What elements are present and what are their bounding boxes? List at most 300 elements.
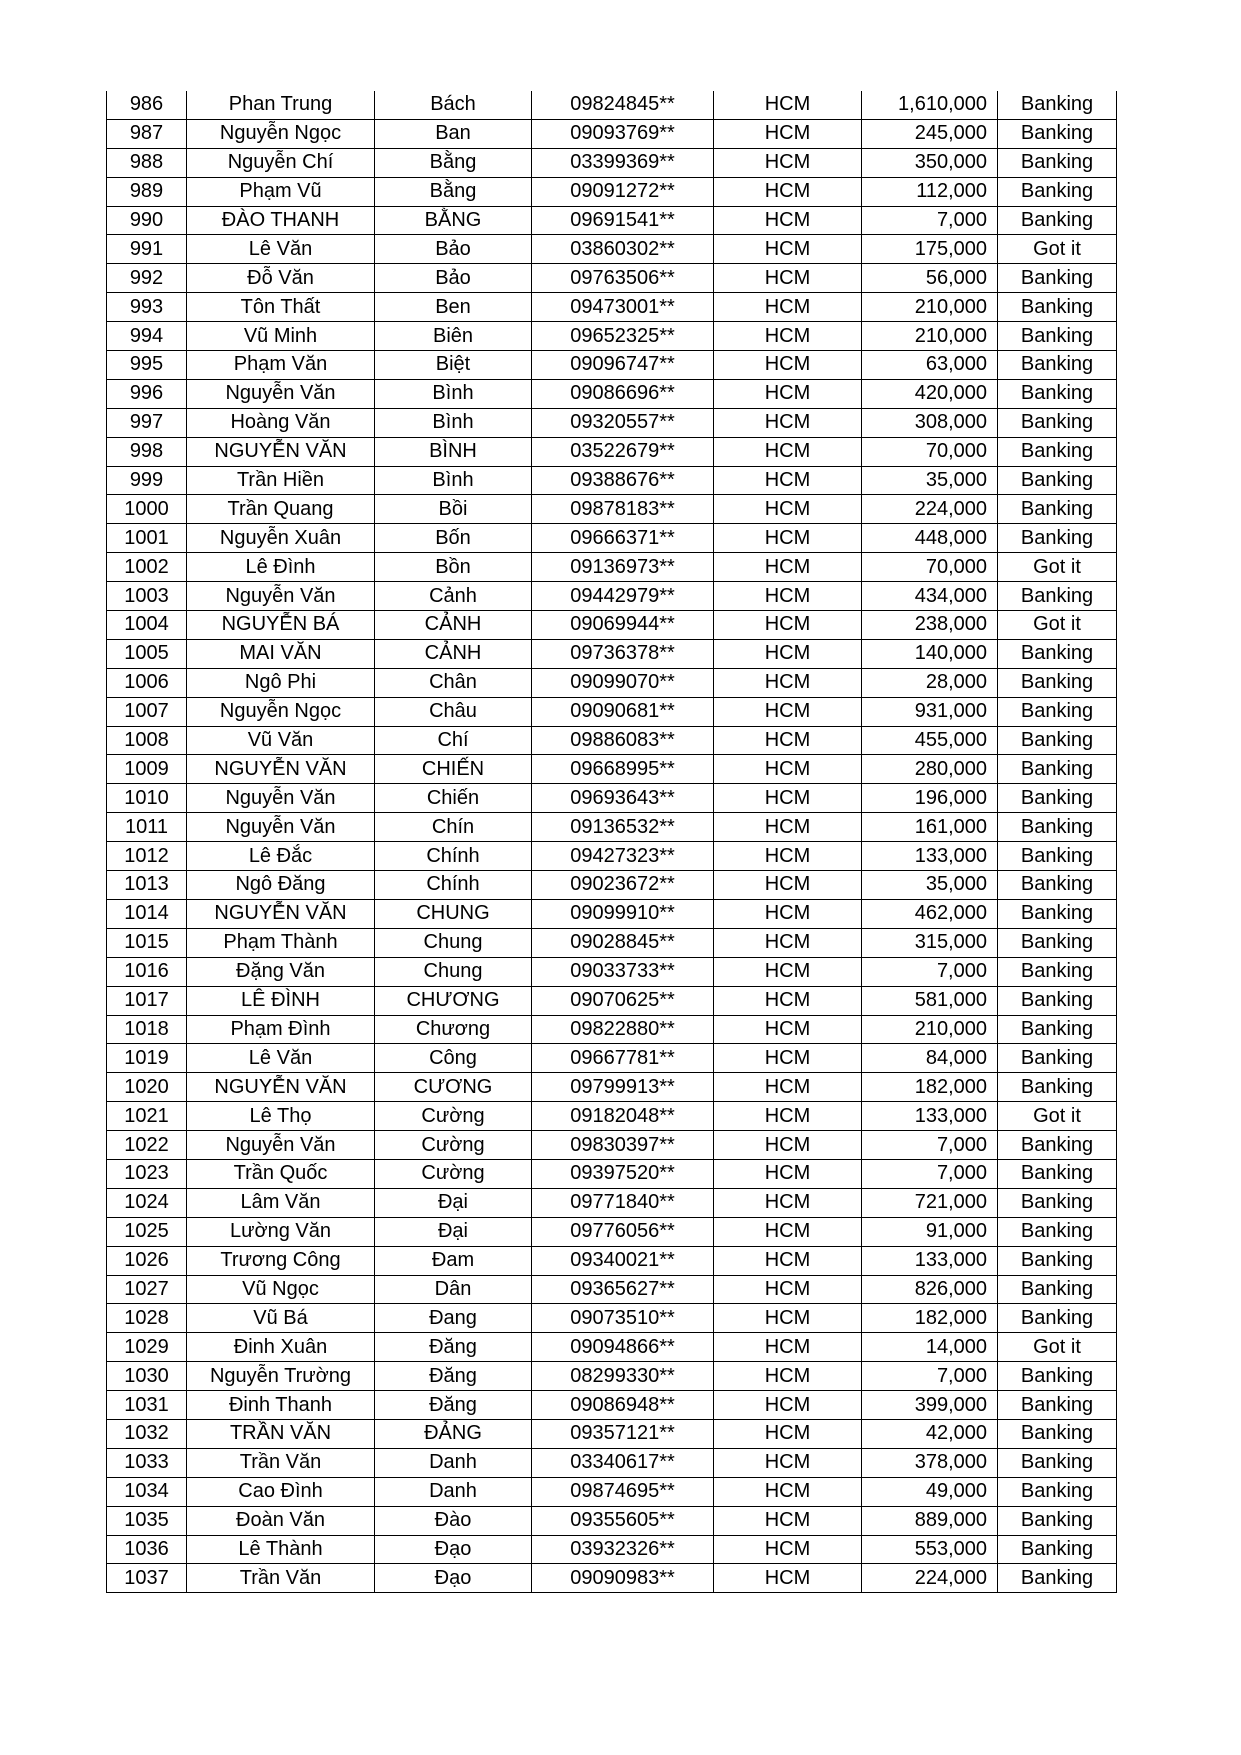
first-name-cell: CƯƠNG [375, 1073, 532, 1102]
amount-cell: 35,000 [862, 466, 998, 495]
amount-cell: 378,000 [862, 1448, 998, 1477]
first-name-cell: Chí [375, 726, 532, 755]
payment-method-cell: Banking [998, 1304, 1117, 1333]
row-number-cell: 1002 [107, 553, 187, 582]
payment-method-cell: Banking [998, 986, 1117, 1015]
payment-method-cell: Banking [998, 1275, 1117, 1304]
phone-number-cell: 09668995** [532, 755, 714, 784]
last-middle-name-cell: Ngô Đăng [187, 871, 375, 900]
payment-method-cell: Banking [998, 264, 1117, 293]
city-cell: HCM [714, 351, 862, 380]
city-cell: HCM [714, 437, 862, 466]
row-number-cell: 1001 [107, 524, 187, 553]
table-row [107, 1304, 1117, 1333]
amount-cell: 56,000 [862, 264, 998, 293]
first-name-cell: Ben [375, 293, 532, 322]
row-number-cell: 1007 [107, 697, 187, 726]
city-cell: HCM [714, 1015, 862, 1044]
row-number-cell: 1012 [107, 842, 187, 871]
last-middle-name-cell: Cao Đình [187, 1477, 375, 1506]
amount-cell: 210,000 [862, 322, 998, 351]
first-name-cell: Chương [375, 1015, 532, 1044]
phone-number-cell: 09090983** [532, 1564, 714, 1593]
city-cell: HCM [714, 379, 862, 408]
payment-method-cell: Banking [998, 119, 1117, 148]
row-number-cell: 991 [107, 235, 187, 264]
first-name-cell: Bốn [375, 524, 532, 553]
amount-cell: 315,000 [862, 928, 998, 957]
city-cell: HCM [714, 813, 862, 842]
row-number-cell: 1032 [107, 1419, 187, 1448]
first-name-cell: CHUNG [375, 899, 532, 928]
payment-method-cell: Got it [998, 235, 1117, 264]
table-row [107, 986, 1117, 1015]
phone-number-cell: 09320557** [532, 408, 714, 437]
row-number-cell: 1033 [107, 1448, 187, 1477]
last-middle-name-cell: Lê Thành [187, 1535, 375, 1564]
phone-number-cell: 09365627** [532, 1275, 714, 1304]
payment-method-cell: Banking [998, 1188, 1117, 1217]
payment-method-cell: Banking [998, 1159, 1117, 1188]
table-row [107, 177, 1117, 206]
first-name-cell: Danh [375, 1477, 532, 1506]
amount-cell: 70,000 [862, 437, 998, 466]
first-name-cell: ĐẢNG [375, 1419, 532, 1448]
row-number-cell: 1037 [107, 1564, 187, 1593]
payment-method-cell: Banking [998, 697, 1117, 726]
last-middle-name-cell: Tôn Thất [187, 293, 375, 322]
payment-method-cell: Got it [998, 1333, 1117, 1362]
phone-number-cell: 09069944** [532, 611, 714, 640]
row-number-cell: 1017 [107, 986, 187, 1015]
first-name-cell: Chung [375, 957, 532, 986]
phone-number-cell: 09090681** [532, 697, 714, 726]
amount-cell: 7,000 [862, 957, 998, 986]
first-name-cell: CHƯƠNG [375, 986, 532, 1015]
last-middle-name-cell: Trần Văn [187, 1448, 375, 1477]
city-cell: HCM [714, 408, 862, 437]
table-row [107, 871, 1117, 900]
last-middle-name-cell: Lâm Văn [187, 1188, 375, 1217]
last-middle-name-cell: Phạm Thành [187, 928, 375, 957]
city-cell: HCM [714, 842, 862, 871]
table-row [107, 1044, 1117, 1073]
table-row [107, 1159, 1117, 1188]
amount-cell: 7,000 [862, 1362, 998, 1391]
city-cell: HCM [714, 1188, 862, 1217]
table-row [107, 1073, 1117, 1102]
first-name-cell: CẢNH [375, 611, 532, 640]
last-middle-name-cell: Lê Văn [187, 1044, 375, 1073]
row-number-cell: 1019 [107, 1044, 187, 1073]
table-row [107, 957, 1117, 986]
phone-number-cell: 09771840** [532, 1188, 714, 1217]
last-middle-name-cell: Đặng Văn [187, 957, 375, 986]
city-cell: HCM [714, 784, 862, 813]
row-number-cell: 1009 [107, 755, 187, 784]
amount-cell: 7,000 [862, 1131, 998, 1160]
first-name-cell: CHIẾN [375, 755, 532, 784]
payment-method-cell: Banking [998, 928, 1117, 957]
first-name-cell: Chiến [375, 784, 532, 813]
last-middle-name-cell: Nguyễn Văn [187, 582, 375, 611]
row-number-cell: 994 [107, 322, 187, 351]
payment-method-cell: Banking [998, 842, 1117, 871]
last-middle-name-cell: Phạm Văn [187, 351, 375, 380]
city-cell: HCM [714, 928, 862, 957]
row-number-cell: 1029 [107, 1333, 187, 1362]
last-middle-name-cell: Vũ Bá [187, 1304, 375, 1333]
payment-method-cell: Banking [998, 582, 1117, 611]
payment-method-cell: Banking [998, 91, 1117, 119]
table-row [107, 293, 1117, 322]
phone-number-cell: 09427323** [532, 842, 714, 871]
first-name-cell: Bình [375, 466, 532, 495]
city-cell: HCM [714, 957, 862, 986]
row-number-cell: 1020 [107, 1073, 187, 1102]
payment-method-cell: Banking [998, 871, 1117, 900]
first-name-cell: Chính [375, 871, 532, 900]
city-cell: HCM [714, 1159, 862, 1188]
payment-method-cell: Banking [998, 466, 1117, 495]
row-number-cell: 988 [107, 148, 187, 177]
row-number-cell: 1026 [107, 1246, 187, 1275]
city-cell: HCM [714, 1564, 862, 1593]
amount-cell: 931,000 [862, 697, 998, 726]
amount-cell: 224,000 [862, 495, 998, 524]
last-middle-name-cell: Nguyễn Văn [187, 813, 375, 842]
city-cell: HCM [714, 524, 862, 553]
payment-method-cell: Banking [998, 177, 1117, 206]
row-number-cell: 1036 [107, 1535, 187, 1564]
phone-number-cell: 09799913** [532, 1073, 714, 1102]
amount-cell: 35,000 [862, 871, 998, 900]
amount-cell: 280,000 [862, 755, 998, 784]
first-name-cell: Bình [375, 408, 532, 437]
table-row [107, 1015, 1117, 1044]
row-number-cell: 1034 [107, 1477, 187, 1506]
first-name-cell: Bằng [375, 148, 532, 177]
city-cell: HCM [714, 495, 862, 524]
row-number-cell: 1016 [107, 957, 187, 986]
last-middle-name-cell: Nguyễn Chí [187, 148, 375, 177]
last-middle-name-cell: Lê Văn [187, 235, 375, 264]
city-cell: HCM [714, 148, 862, 177]
payment-method-cell: Banking [998, 726, 1117, 755]
first-name-cell: CẢNH [375, 639, 532, 668]
table-row [107, 524, 1117, 553]
first-name-cell: Dân [375, 1275, 532, 1304]
last-middle-name-cell: Nguyễn Ngọc [187, 119, 375, 148]
table-row [107, 119, 1117, 148]
phone-number-cell: 09099910** [532, 899, 714, 928]
first-name-cell: Đạo [375, 1564, 532, 1593]
amount-cell: 245,000 [862, 119, 998, 148]
city-cell: HCM [714, 726, 862, 755]
table-row [107, 813, 1117, 842]
last-middle-name-cell: Đoàn Văn [187, 1506, 375, 1535]
table-row [107, 1188, 1117, 1217]
recipients-table [106, 91, 1117, 1593]
first-name-cell: Danh [375, 1448, 532, 1477]
last-middle-name-cell: Trương Công [187, 1246, 375, 1275]
payment-method-cell: Banking [998, 1506, 1117, 1535]
first-name-cell: Đăng [375, 1362, 532, 1391]
table-row [107, 928, 1117, 957]
city-cell: HCM [714, 264, 862, 293]
amount-cell: 399,000 [862, 1391, 998, 1420]
first-name-cell: Bảo [375, 235, 532, 264]
table-row [107, 726, 1117, 755]
city-cell: HCM [714, 1275, 862, 1304]
amount-cell: 84,000 [862, 1044, 998, 1073]
row-number-cell: 1028 [107, 1304, 187, 1333]
city-cell: HCM [714, 1073, 862, 1102]
row-number-cell: 986 [107, 91, 187, 119]
payment-method-cell: Banking [998, 495, 1117, 524]
first-name-cell: Cảnh [375, 582, 532, 611]
row-number-cell: 1027 [107, 1275, 187, 1304]
payment-method-cell: Banking [998, 1477, 1117, 1506]
payment-method-cell: Banking [998, 322, 1117, 351]
table-row [107, 784, 1117, 813]
payment-method-cell: Banking [998, 957, 1117, 986]
amount-cell: 434,000 [862, 582, 998, 611]
first-name-cell: Công [375, 1044, 532, 1073]
first-name-cell: Đăng [375, 1333, 532, 1362]
payment-method-cell: Banking [998, 639, 1117, 668]
table-row [107, 1102, 1117, 1131]
last-middle-name-cell: NGUYỄN VĂN [187, 437, 375, 466]
phone-number-cell: 09182048** [532, 1102, 714, 1131]
first-name-cell: Đại [375, 1217, 532, 1246]
last-middle-name-cell: MAI VĂN [187, 639, 375, 668]
phone-number-cell: 03399369** [532, 148, 714, 177]
payment-method-cell: Banking [998, 784, 1117, 813]
phone-number-cell: 09693643** [532, 784, 714, 813]
amount-cell: 91,000 [862, 1217, 998, 1246]
table-row [107, 1362, 1117, 1391]
last-middle-name-cell: Nguyễn Xuân [187, 524, 375, 553]
last-middle-name-cell: Lê Đắc [187, 842, 375, 871]
first-name-cell: Bồi [375, 495, 532, 524]
table-row [107, 148, 1117, 177]
payment-method-cell: Banking [998, 206, 1117, 235]
first-name-cell: Biệt [375, 351, 532, 380]
last-middle-name-cell: Phạm Vũ [187, 177, 375, 206]
payment-method-cell: Banking [998, 351, 1117, 380]
last-middle-name-cell: Trần Quang [187, 495, 375, 524]
table-row [107, 1506, 1117, 1535]
city-cell: HCM [714, 1535, 862, 1564]
first-name-cell: Cường [375, 1102, 532, 1131]
row-number-cell: 1004 [107, 611, 187, 640]
table-row [107, 1535, 1117, 1564]
last-middle-name-cell: NGUYỄN VĂN [187, 1073, 375, 1102]
city-cell: HCM [714, 582, 862, 611]
amount-cell: 721,000 [862, 1188, 998, 1217]
payment-method-cell: Banking [998, 148, 1117, 177]
phone-number-cell: 09099070** [532, 668, 714, 697]
last-middle-name-cell: NGUYỄN VĂN [187, 755, 375, 784]
first-name-cell: Đạo [375, 1535, 532, 1564]
row-number-cell: 1035 [107, 1506, 187, 1535]
amount-cell: 42,000 [862, 1419, 998, 1448]
table-row [107, 379, 1117, 408]
city-cell: HCM [714, 177, 862, 206]
amount-cell: 224,000 [862, 1564, 998, 1593]
last-middle-name-cell: NGUYỄN VĂN [187, 899, 375, 928]
last-middle-name-cell: Đinh Xuân [187, 1333, 375, 1362]
row-number-cell: 1030 [107, 1362, 187, 1391]
amount-cell: 175,000 [862, 235, 998, 264]
table-row [107, 668, 1117, 697]
payment-method-cell: Banking [998, 1217, 1117, 1246]
city-cell: HCM [714, 1304, 862, 1333]
phone-number-cell: 09033733** [532, 957, 714, 986]
table-row [107, 1448, 1117, 1477]
amount-cell: 182,000 [862, 1073, 998, 1102]
last-middle-name-cell: Nguyễn Văn [187, 784, 375, 813]
phone-number-cell: 03340617** [532, 1448, 714, 1477]
table-row [107, 1333, 1117, 1362]
table-row [107, 842, 1117, 871]
phone-number-cell: 08299330** [532, 1362, 714, 1391]
amount-cell: 28,000 [862, 668, 998, 697]
table-row [107, 437, 1117, 466]
first-name-cell: Cường [375, 1159, 532, 1188]
row-number-cell: 1000 [107, 495, 187, 524]
first-name-cell: Bình [375, 379, 532, 408]
table-row [107, 206, 1117, 235]
first-name-cell: BẰNG [375, 206, 532, 235]
city-cell: HCM [714, 1333, 862, 1362]
amount-cell: 70,000 [862, 553, 998, 582]
city-cell: HCM [714, 91, 862, 119]
city-cell: HCM [714, 119, 862, 148]
amount-cell: 196,000 [862, 784, 998, 813]
row-number-cell: 1014 [107, 899, 187, 928]
last-middle-name-cell: Đinh Thanh [187, 1391, 375, 1420]
amount-cell: 210,000 [862, 1015, 998, 1044]
amount-cell: 182,000 [862, 1304, 998, 1333]
row-number-cell: 1025 [107, 1217, 187, 1246]
payment-method-cell: Got it [998, 1102, 1117, 1131]
amount-cell: 133,000 [862, 1102, 998, 1131]
city-cell: HCM [714, 755, 862, 784]
phone-number-cell: 09093769** [532, 119, 714, 148]
payment-method-cell: Banking [998, 379, 1117, 408]
last-middle-name-cell: TRẦN VĂN [187, 1419, 375, 1448]
first-name-cell: Chung [375, 928, 532, 957]
payment-method-cell: Banking [998, 437, 1117, 466]
last-middle-name-cell: Nguyễn Văn [187, 379, 375, 408]
phone-number-cell: 09667781** [532, 1044, 714, 1073]
city-cell: HCM [714, 639, 862, 668]
first-name-cell: Đang [375, 1304, 532, 1333]
amount-cell: 210,000 [862, 293, 998, 322]
first-name-cell: Chính [375, 842, 532, 871]
phone-number-cell: 09073510** [532, 1304, 714, 1333]
row-number-cell: 987 [107, 119, 187, 148]
payment-method-cell: Banking [998, 899, 1117, 928]
table-row [107, 1217, 1117, 1246]
row-number-cell: 992 [107, 264, 187, 293]
row-number-cell: 1023 [107, 1159, 187, 1188]
amount-cell: 7,000 [862, 1159, 998, 1188]
table-row [107, 899, 1117, 928]
city-cell: HCM [714, 206, 862, 235]
phone-number-cell: 09878183** [532, 495, 714, 524]
city-cell: HCM [714, 1391, 862, 1420]
city-cell: HCM [714, 466, 862, 495]
last-middle-name-cell: Phan Trung [187, 91, 375, 119]
payment-method-cell: Banking [998, 1131, 1117, 1160]
amount-cell: 350,000 [862, 148, 998, 177]
city-cell: HCM [714, 1362, 862, 1391]
phone-number-cell: 09096747** [532, 351, 714, 380]
row-number-cell: 993 [107, 293, 187, 322]
amount-cell: 553,000 [862, 1535, 998, 1564]
payment-method-cell: Banking [998, 1535, 1117, 1564]
city-cell: HCM [714, 322, 862, 351]
city-cell: HCM [714, 986, 862, 1015]
first-name-cell: Chín [375, 813, 532, 842]
payment-method-cell: Banking [998, 408, 1117, 437]
last-middle-name-cell: Đỗ Văn [187, 264, 375, 293]
city-cell: HCM [714, 611, 862, 640]
phone-number-cell: 09763506** [532, 264, 714, 293]
last-middle-name-cell: Vũ Ngọc [187, 1275, 375, 1304]
table-row [107, 408, 1117, 437]
table-row [107, 1391, 1117, 1420]
phone-number-cell: 09397520** [532, 1159, 714, 1188]
phone-number-cell: 09473001** [532, 293, 714, 322]
row-number-cell: 998 [107, 437, 187, 466]
city-cell: HCM [714, 668, 862, 697]
first-name-cell: Biên [375, 322, 532, 351]
row-number-cell: 989 [107, 177, 187, 206]
amount-cell: 420,000 [862, 379, 998, 408]
table-row [107, 697, 1117, 726]
payment-method-cell: Banking [998, 293, 1117, 322]
last-middle-name-cell: ĐÀO THANH [187, 206, 375, 235]
row-number-cell: 1024 [107, 1188, 187, 1217]
payment-method-cell: Got it [998, 611, 1117, 640]
first-name-cell: Chân [375, 668, 532, 697]
table-row [107, 235, 1117, 264]
last-middle-name-cell: LÊ ĐÌNH [187, 986, 375, 1015]
phone-number-cell: 09652325** [532, 322, 714, 351]
payment-method-cell: Banking [998, 813, 1117, 842]
phone-number-cell: 09830397** [532, 1131, 714, 1160]
amount-cell: 889,000 [862, 1506, 998, 1535]
first-name-cell: Đào [375, 1506, 532, 1535]
payment-method-cell: Banking [998, 1564, 1117, 1593]
city-cell: HCM [714, 1217, 862, 1246]
last-middle-name-cell: Phạm Đình [187, 1015, 375, 1044]
amount-cell: 462,000 [862, 899, 998, 928]
first-name-cell: Bồn [375, 553, 532, 582]
phone-number-cell: 09136973** [532, 553, 714, 582]
table-row [107, 755, 1117, 784]
last-middle-name-cell: Nguyễn Trường [187, 1362, 375, 1391]
first-name-cell: BÌNH [375, 437, 532, 466]
table-row [107, 495, 1117, 524]
table-row [107, 582, 1117, 611]
amount-cell: 140,000 [862, 639, 998, 668]
last-middle-name-cell: Nguyễn Văn [187, 1131, 375, 1160]
